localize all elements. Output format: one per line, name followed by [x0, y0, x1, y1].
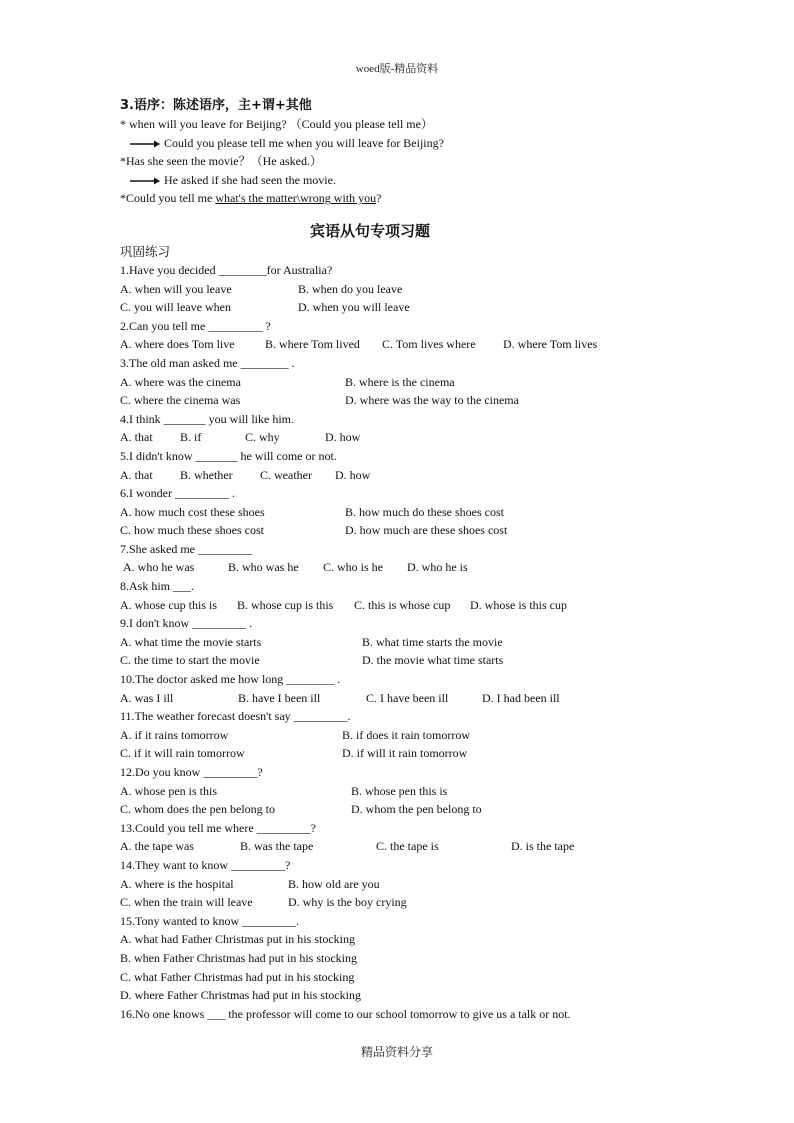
question-11: 11.The weather forecast doesn't say _________. — [120, 709, 351, 724]
arrow-right-icon — [130, 176, 160, 186]
answer-option: C. I have been ill — [366, 690, 449, 705]
question-7: 7.She asked me _________ — [120, 541, 252, 556]
question-8: 8.Ask him ___. — [120, 579, 195, 594]
example-line-4-text: He asked if she had seen the movie. — [164, 172, 336, 187]
arrow-right-icon — [130, 139, 160, 149]
answer-option: C. when the train will leave — [120, 895, 253, 910]
answer-option: B. when do you leave — [298, 281, 403, 296]
example-line-3: *Has she seen the movie？（He asked.） — [120, 154, 322, 169]
example-line-1: * when will you leave for Beijing? （Could you please tell me） — [120, 117, 433, 131]
answer-option: D. where Tom lives — [503, 337, 598, 352]
answer-option: C. what Father Christmas had put in his stocking — [120, 969, 355, 984]
example-line-4 — [120, 171, 720, 190]
option-row — [120, 633, 720, 652]
answer-option: C. you will leave when — [120, 300, 231, 315]
answer-option: D. who he is — [407, 560, 468, 575]
example-line-5-suffix: ? — [376, 191, 382, 206]
answer-option: D. how — [325, 430, 361, 445]
answer-option: C. if it will rain tomorrow — [120, 746, 245, 761]
option-row — [120, 651, 720, 670]
answer-option: C. the time to start the movie — [120, 653, 260, 668]
answer-option: A. who he was — [123, 560, 195, 575]
answer-option: D. how — [335, 467, 371, 482]
answer-option: B. when Father Christmas had put in his stocking — [120, 950, 357, 965]
question-13: 13.Could you tell me where _________? — [120, 820, 316, 835]
answer-option: D. where Father Christmas had put in his stocking — [120, 988, 361, 1003]
question-4: 4.I think _______ you will like him. — [120, 411, 294, 426]
question-2: 2.Can you tell me _________ ? — [120, 318, 271, 333]
option-row — [120, 893, 720, 912]
answer-option: D. if will it rain tomorrow — [342, 746, 468, 761]
answer-option: A. was I ill — [120, 690, 174, 705]
answer-option: B. where is the cinema — [345, 374, 455, 389]
document-body — [120, 96, 720, 1023]
question-14: 14.They want to know _________? — [120, 857, 291, 872]
example-line-2 — [120, 134, 720, 153]
question-15: 15.Tony wanted to know _________. — [120, 913, 300, 928]
answer-option: A. what had Father Christmas put in his stocking — [120, 932, 355, 947]
answer-option: B. whose cup is this — [237, 597, 334, 612]
example-line-5-prefix: *Could you tell me — [120, 191, 216, 206]
grammar-rule-heading: 3.语序：陈述语序，主+谓+其他 — [120, 98, 312, 113]
example-line-5 — [120, 189, 720, 208]
answer-option: B. who was he — [228, 560, 299, 575]
answer-option: B. what time starts the movie — [362, 634, 503, 649]
exercise-title: 宾语从句专项习题 — [309, 221, 430, 240]
answer-option: B. how much do these shoes cost — [345, 504, 504, 519]
answer-option: A. the tape was — [120, 839, 194, 854]
question-6: 6.I wonder _________ . — [120, 486, 235, 501]
answer-option: C. where the cinema was — [120, 393, 241, 408]
answer-option: D. where was the way to the cinema — [345, 393, 519, 408]
answer-option: B. where Tom lived — [265, 337, 360, 352]
answer-option: C. this is whose cup — [354, 597, 451, 612]
answer-option: D. the movie what time starts — [362, 653, 504, 668]
answer-option: A. if it rains tomorrow — [120, 727, 229, 742]
answer-option: C. why — [245, 430, 280, 445]
option-row — [120, 503, 720, 522]
answer-option: C. Tom lives where — [382, 337, 476, 352]
question-5: 5.I didn't know _______ he will come or not. — [120, 448, 337, 463]
option-row — [120, 800, 720, 819]
question-list — [120, 261, 720, 1023]
answer-option: A. where does Tom live — [120, 337, 235, 352]
answer-option: D. whom the pen belong to — [351, 802, 482, 817]
answer-option: B. was the tape — [240, 839, 314, 854]
answer-option: B. if — [180, 430, 202, 445]
question-1: 1.Have you decided ________for Australia? — [120, 262, 333, 277]
answer-option: D. why is the boy crying — [288, 895, 407, 910]
answer-option: A. when will you leave — [120, 281, 232, 296]
option-row — [120, 428, 720, 447]
question-9: 9.I don't know _________ . — [120, 616, 253, 631]
question-12: 12.Do you know _________? — [120, 765, 263, 779]
answer-option: A. that — [120, 430, 153, 445]
answer-option: C. weather — [260, 467, 312, 482]
option-row — [120, 837, 720, 856]
answer-option: C. whom does the pen belong to — [120, 802, 275, 817]
option-row — [120, 689, 720, 708]
answer-option: C. the tape is — [376, 839, 439, 854]
option-row — [120, 280, 720, 299]
answer-option: B. whether — [180, 467, 233, 482]
option-row — [120, 298, 720, 317]
example-line-2-text: Could you please tell me when you will leave for Beijing? — [164, 135, 444, 150]
answer-option: A. what time the movie starts — [120, 634, 262, 649]
page-header: woed版-精品资料 — [355, 63, 439, 75]
option-row — [120, 521, 720, 540]
option-row — [120, 596, 720, 615]
answer-option: B. whose pen this is — [351, 783, 448, 798]
option-row — [120, 391, 720, 410]
answer-option: A. whose pen is this — [120, 783, 217, 798]
option-row — [120, 968, 720, 987]
answer-option: B. how old are you — [288, 876, 380, 891]
option-row — [120, 930, 720, 949]
answer-option: A. that — [120, 467, 153, 482]
answer-option: A. where was the cinema — [120, 374, 241, 389]
answer-option: D. is the tape — [511, 839, 575, 854]
answer-option: B. have I been ill — [238, 690, 321, 705]
option-row — [120, 782, 720, 801]
option-row — [120, 875, 720, 894]
answer-option: C. how much these shoes cost — [120, 523, 264, 538]
option-row — [120, 986, 720, 1005]
answer-option: A. where is the hospital — [120, 876, 234, 891]
option-row — [120, 373, 720, 392]
answer-option: D. I had been ill — [482, 690, 560, 705]
question-10: 10.The doctor asked me how long ________ . — [120, 672, 341, 687]
option-row — [120, 744, 720, 763]
page-footer: 精品资料分享 — [360, 1045, 433, 1059]
answer-option: D. how much are these shoes cost — [345, 523, 508, 538]
option-row — [120, 335, 720, 354]
question-16: 16.No one knows ___ the professor will come to our school tomorrow to give us a talk or not. — [120, 1006, 571, 1021]
option-row — [120, 466, 720, 485]
answer-option: A. whose cup this is — [120, 597, 217, 612]
answer-option: D. whose is this cup — [470, 597, 567, 612]
answer-option: A. how much cost these shoes — [120, 504, 265, 519]
option-row — [120, 726, 720, 745]
answer-option: B. if does it rain tomorrow — [342, 727, 470, 742]
option-row — [120, 949, 720, 968]
exercise-subtitle: 巩固练习 — [120, 243, 171, 259]
answer-option: C. who is he — [323, 560, 383, 575]
example-line-5-underlined: what's the matter\wrong with you — [215, 191, 377, 206]
question-3: 3.The old man asked me ________ . — [120, 355, 295, 370]
option-row — [120, 558, 720, 577]
answer-option: D. when you will leave — [298, 300, 410, 315]
